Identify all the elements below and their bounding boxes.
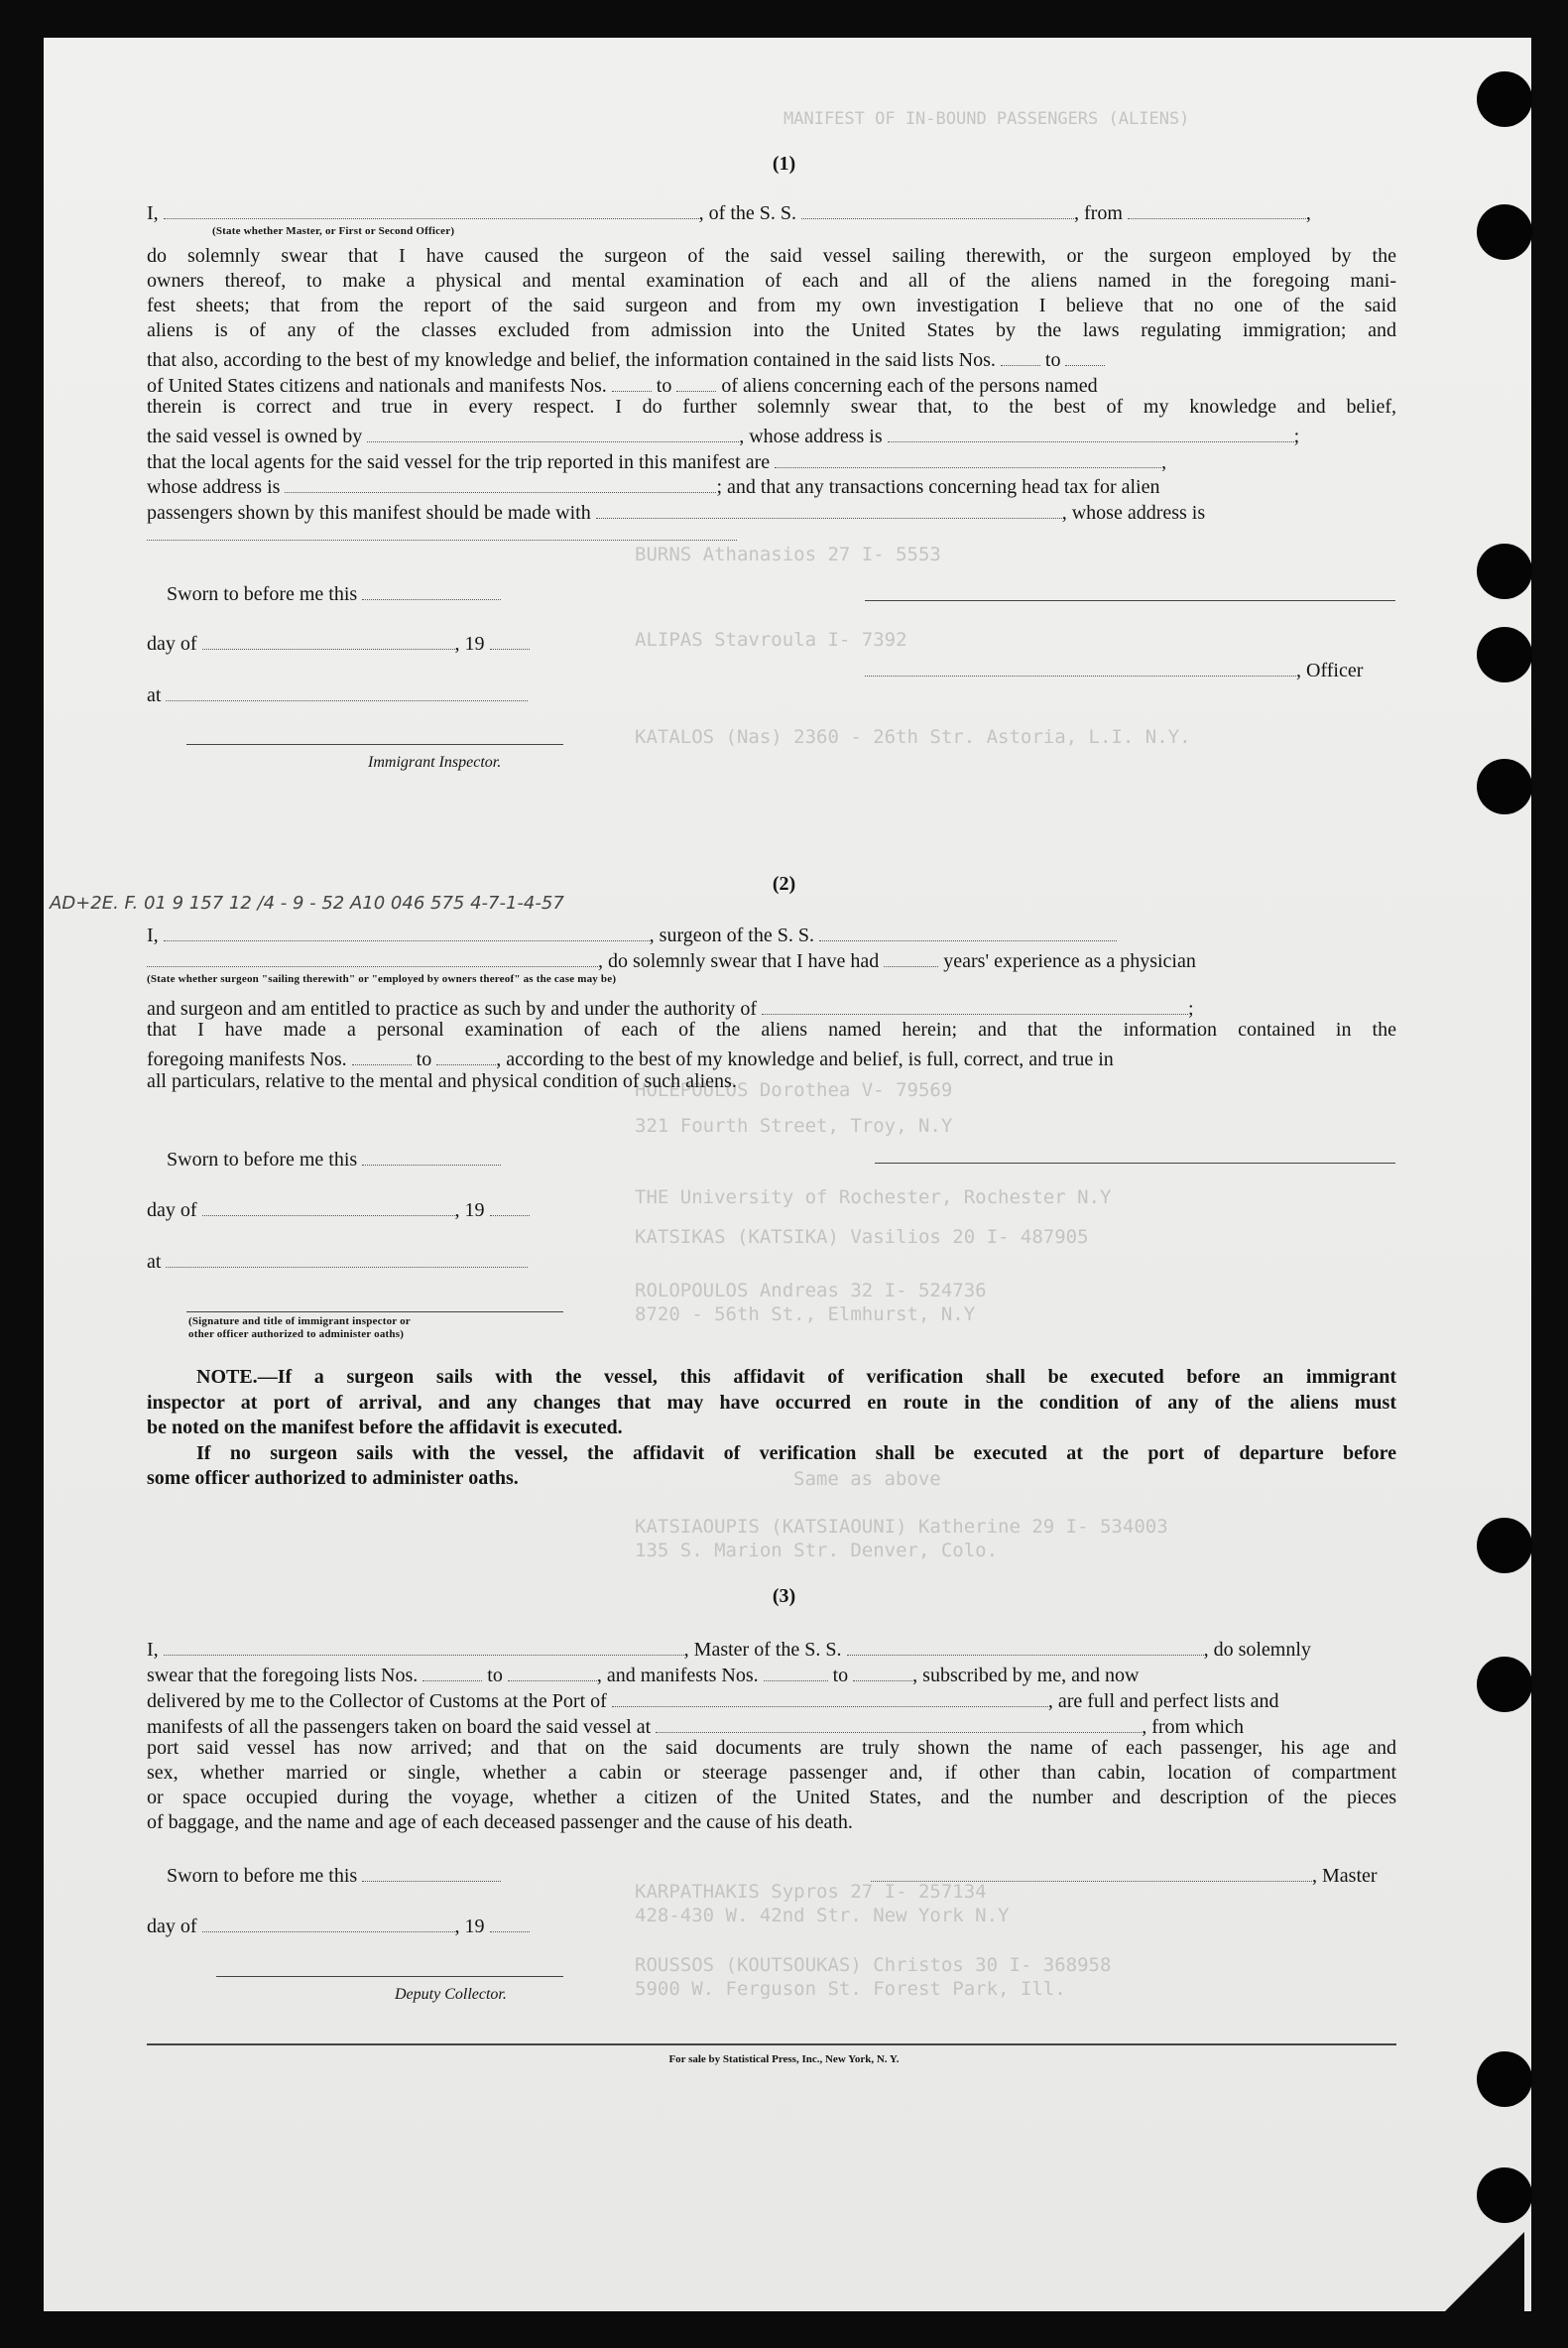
year-field[interactable] <box>490 1193 530 1216</box>
binder-hole <box>1477 544 1532 599</box>
note-line: If no surgeon sails with the vessel, the affidavit of verification shall be executed at the port of departure before <box>196 1442 1396 1464</box>
master-manifests-from-field[interactable] <box>764 1659 828 1681</box>
deputy-collector-label: Deputy Collector. <box>395 1986 507 2003</box>
surgeon-manifests-from-field[interactable] <box>352 1043 412 1065</box>
month-field[interactable] <box>202 1193 455 1216</box>
lists-line: that also, according to the best of my knowledge and belief, the information contained in the said lists Nos. to <box>147 343 1105 373</box>
note-line: be noted on the manifest before the affidavit is executed. <box>147 1417 623 1438</box>
master-lists-to-field[interactable] <box>508 1659 597 1681</box>
vessel-name-field[interactable] <box>801 196 1074 219</box>
bleed-through-text: KATALOS (Nas) 2360 - 26th Str. Astoria, L.I. N.Y. <box>635 726 1191 748</box>
place-field[interactable] <box>166 1245 528 1268</box>
month-field[interactable] <box>202 627 455 650</box>
lists-to-field[interactable] <box>1065 343 1105 366</box>
surgeon-manifests-to-field[interactable] <box>436 1043 496 1065</box>
bleed-through-text: HOLEPOULOS Dorothea V- 79569 <box>635 1079 953 1101</box>
binder-hole <box>1477 759 1532 814</box>
section-3-number: (3) <box>772 1585 796 1607</box>
bleed-through-text: KATSIKAS (KATSIKA) Vasilios 20 I- 487905 <box>635 1226 1089 1248</box>
agents-address-field[interactable] <box>285 470 716 493</box>
section-1-number: (1) <box>772 153 796 175</box>
head-tax-address-field[interactable] <box>147 518 737 541</box>
surgeon-name-field[interactable] <box>164 919 650 941</box>
officer-line: , Officer <box>865 654 1363 683</box>
section-3-first-line: I, , Master of the S. S. , do solemnly <box>147 1633 1396 1663</box>
day-of-label: day of , 19 <box>147 1193 530 1223</box>
note-line: inspector at port of arrival, and any changes that may have occurred en route in the condition of any of the aliens must <box>147 1392 1396 1414</box>
years-experience-field[interactable] <box>884 944 938 967</box>
foregoing-line: foregoing manifests Nos. to , according to the best of my knowledge and belief, is full, correct, and true in <box>147 1043 1396 1072</box>
bleed-through-text: 5900 W. Ferguson St. Forest Park, Ill. <box>635 1978 1066 2000</box>
signature-line <box>186 1311 563 1312</box>
sworn-date-field[interactable] <box>362 1859 501 1882</box>
surgeon-status-note: (State whether surgeon "sailing therewith" or "employed by owners thereof" as the case may be) <box>147 973 617 985</box>
day-of-label: day of , 19 <box>147 1910 530 1939</box>
section-3-line: sex, whether married or single, whether a cabin or steerage passenger and, if other than cabin, location of compartment <box>147 1762 1396 1784</box>
bleed-through-text: ALIPAS Stavroula I- 7392 <box>635 629 907 651</box>
agents-line: that the local agents for the said vessel for the trip reported in this manifest are , <box>147 445 1166 475</box>
examination-line: that I have made a personal examination of each of the aliens named herein; and that the information contained in the <box>147 1019 1396 1041</box>
section-3-line: or space occupied during the voyage, whether a citizen of the United States, and the number and description of the pieces <box>147 1787 1396 1808</box>
bleed-through-text: 321 Fourth Street, Troy, N.Y <box>635 1115 953 1137</box>
experience-line: , do solemnly swear that I have had years' experience as a physician <box>147 944 1196 974</box>
surgeon-vessel-field[interactable] <box>819 919 1117 941</box>
signature-line <box>186 744 563 745</box>
officer-signature-field[interactable] <box>865 654 1296 677</box>
head-tax-party-field[interactable] <box>596 496 1062 519</box>
sworn-label: Sworn to before me this <box>167 1143 501 1173</box>
therein-line: therein is correct and true in every respect. I do further solemnly swear that, to the best of my knowledge and belief, <box>147 396 1396 418</box>
binder-hole <box>1477 71 1532 127</box>
owned-line: the said vessel is owned by , whose address is ; <box>147 420 1299 449</box>
signature-note: (Signature and title of immigrant inspector or <box>188 1315 411 1327</box>
bleed-through-text: ROUSSOS (KOUTSOUKAS) Christos 30 I- 368958 <box>635 1954 1112 1976</box>
manifests-from-field[interactable] <box>612 369 652 392</box>
binder-hole <box>1477 1518 1532 1573</box>
master-lists-from-field[interactable] <box>422 1659 482 1681</box>
section-1-line: do solemnly swear that I have caused the surgeon of the said vessel sailing therewith, or the surgeon employed by the <box>147 245 1396 267</box>
handwritten-annotation: AD+2E. F. 01 9 157 12 /4 - 9 - 52 A10 046 575 4-7-1-4-57 <box>50 893 564 914</box>
bleed-through-text: Same as above <box>793 1468 941 1490</box>
section-1-line: owners thereof, to make a physical and mental examination of each and all of the aliens named in the foregoing mani- <box>147 270 1396 292</box>
footer-rule <box>147 2043 1396 2045</box>
master-name-field[interactable] <box>164 1633 684 1656</box>
printer-credit: For sale by Statistical Press, Inc., New York, N. Y. <box>668 2053 900 2065</box>
signature-note: other officer authorized to administer oaths) <box>188 1328 405 1340</box>
sworn-label: Sworn to before me this <box>167 577 501 607</box>
agents-field[interactable] <box>775 445 1161 468</box>
passengers-line: passengers shown by this manifest should be made with , whose address is <box>147 496 1205 526</box>
at-label: at <box>147 1245 528 1275</box>
sworn-date-field[interactable] <box>362 1143 501 1166</box>
bleed-through-text: ROLOPOULOS Andreas 32 I- 524736 <box>635 1280 987 1301</box>
address-line: whose address is ; and that any transactions concerning head tax for alien <box>147 470 1160 500</box>
note-line: some officer authorized to administer oaths. <box>147 1467 519 1489</box>
bleed-through-text: THE University of Rochester, Rochester N.Y <box>635 1186 1112 1208</box>
authority-line: and surgeon and am entitled to practice as such by and under the authority of ; <box>147 992 1194 1022</box>
bleed-through-text: 428-430 W. 42nd Str. New York N.Y <box>635 1905 1010 1926</box>
folded-corner <box>1445 2232 1524 2311</box>
section-1-line: fest sheets; that from the report of the said surgeon and from my own investigation I believe that no one of the said <box>147 295 1396 316</box>
owner-field[interactable] <box>367 420 739 442</box>
officer-name-field[interactable] <box>164 196 699 219</box>
bleed-through-text: 8720 - 56th St., Elmhurst, N.Y <box>635 1303 976 1325</box>
master-signature-field[interactable] <box>871 1859 1312 1882</box>
year-field[interactable] <box>490 1910 530 1932</box>
year-field[interactable] <box>490 627 530 650</box>
master-manifests-to-field[interactable] <box>853 1659 912 1681</box>
master-signature-line: , Master <box>871 1859 1378 1889</box>
manifests-to-field[interactable] <box>676 369 716 392</box>
sworn-date-field[interactable] <box>362 577 501 600</box>
port-field[interactable] <box>612 1684 1048 1707</box>
section-2-number: (2) <box>772 873 796 895</box>
place-field[interactable] <box>166 679 528 701</box>
at-label: at <box>147 679 528 708</box>
signature-line <box>216 1976 563 1977</box>
signature-line <box>865 600 1395 601</box>
binder-hole <box>1477 204 1532 260</box>
surgeon-status-field[interactable] <box>147 944 598 967</box>
swear-lists-line: swear that the foregoing lists Nos. to , and manifests Nos. to , subscribed by me, and now <box>147 1659 1396 1688</box>
bleed-through-text: 135 S. Marion Str. Denver, Colo. <box>635 1540 999 1561</box>
bleed-through-text: MANIFEST OF IN-BOUND PASSENGERS (ALIENS) <box>784 109 1190 129</box>
bleed-through-text: KARPATHAKIS Sypros 27 I- 257134 <box>635 1881 987 1903</box>
bleed-through-text: KATSIAOUPIS (KATSIAOUNI) Katherine 29 I- 534003 <box>635 1516 1168 1538</box>
owner-address-field[interactable] <box>888 420 1294 442</box>
section-2-first-line: I, , surgeon of the S. S. <box>147 919 1117 948</box>
immigrant-inspector-label: Immigrant Inspector. <box>368 754 502 771</box>
note-paragraph: NOTE.—If a surgeon sails with the vessel, this affidavit of verification shall be executed before an immigrant <box>147 1365 1396 1391</box>
section-1-line: aliens is of any of the classes excluded from admission into the United States by the laws regulating immigration; and <box>147 319 1396 341</box>
master-vessel-field[interactable] <box>847 1633 1204 1656</box>
boarding-port-field[interactable] <box>656 1710 1142 1733</box>
section-1-first-line: I, , of the S. S. , from , <box>147 196 1396 226</box>
authority-field[interactable] <box>762 992 1188 1015</box>
bleed-through-text: BURNS Athanasios 27 I- 5553 <box>635 544 941 565</box>
departure-port-field[interactable] <box>1128 196 1306 219</box>
manifests-line: manifests of all the passengers taken on board the said vessel at , from which <box>147 1710 1244 1740</box>
binder-hole <box>1477 2167 1532 2223</box>
continuation-line <box>147 518 737 548</box>
month-field[interactable] <box>202 1910 455 1932</box>
signature-line <box>875 1163 1395 1164</box>
lists-from-field[interactable] <box>1001 343 1040 366</box>
collector-line: delivered by me to the Collector of Customs at the Port of , are full and perfect lists and <box>147 1684 1279 1714</box>
binder-hole <box>1477 627 1532 682</box>
day-of-label: day of , 19 <box>147 627 530 657</box>
sworn-label: Sworn to before me this <box>167 1859 501 1889</box>
note-label: NOTE. <box>196 1366 258 1388</box>
citizens-line: of United States citizens and nationals and manifests Nos. to of aliens concerning each of the persons named <box>147 369 1396 399</box>
particulars-line: all particulars, relative to the mental and physical condition of such aliens. <box>147 1070 737 1092</box>
section-3-line: port said vessel has now arrived; and that on the said documents are truly shown the name of each passenger, his age and <box>147 1737 1396 1759</box>
officer-title-note: (State whether Master, or First or Second Officer) <box>212 225 455 237</box>
section-3-line: of baggage, and the name and age of each deceased passenger and the cause of his death. <box>147 1811 853 1833</box>
binder-hole <box>1477 1657 1532 1712</box>
